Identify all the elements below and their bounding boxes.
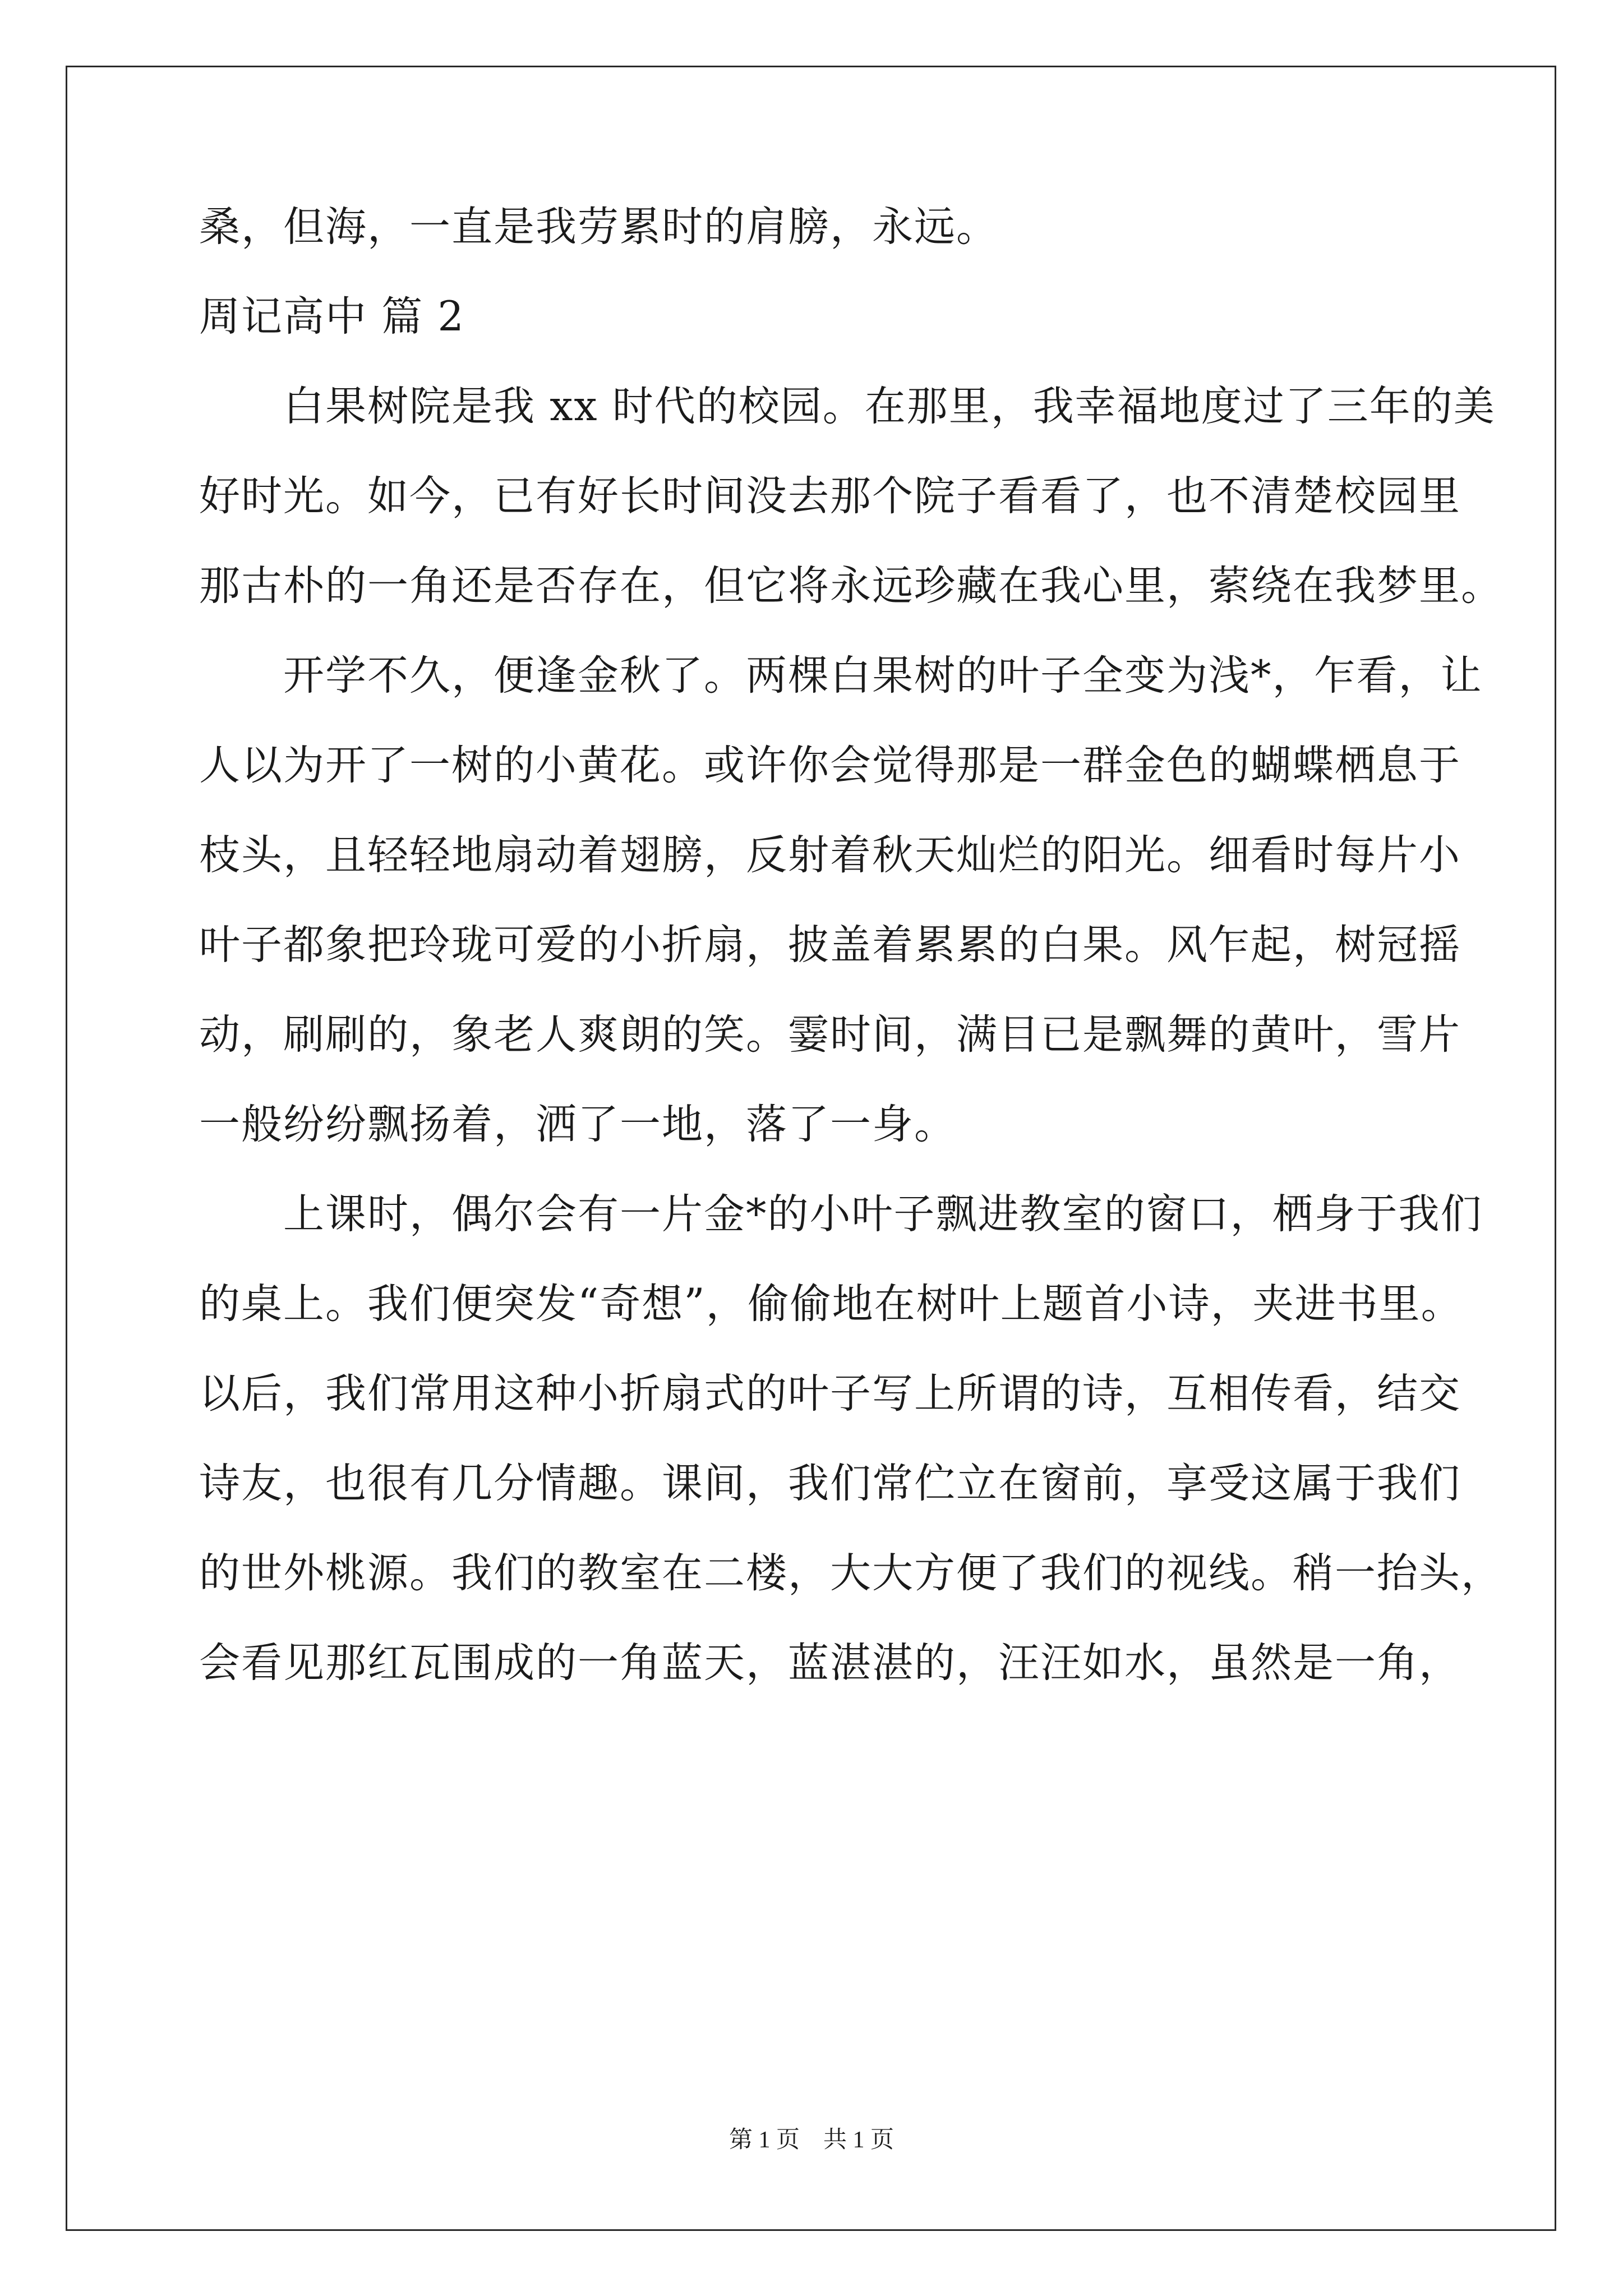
text-line: 白果树院是我 xx 时代的校园。在那里，我幸福地度过了三年的美	[283, 383, 1496, 430]
text-line: 人以为开了一树的小黄花。或许你会觉得那是一群金色的蝴蝶栖息于	[199, 742, 1461, 789]
text-line: 开学不久，便逢金秋了。两棵白果树的叶子全变为浅*，乍看，让	[283, 652, 1483, 700]
text-line: 的桌上。我们便突发“奇想”，偷偷地在树叶上题首小诗，夹进书里。	[199, 1280, 1463, 1328]
text-line: 上课时，偶尔会有一片金*的小叶子飘进教室的窗口，栖身于我们	[283, 1190, 1483, 1238]
text-line: 枝头，且轻轻地扇动着翅膀，反射着秋天灿烂的阳光。细看时每片小	[199, 831, 1461, 879]
text-line: 好时光。如今，已有好长时间没去那个院子看看了，也不清楚校园里	[199, 472, 1461, 520]
section-heading: 周记高中 篇 2	[199, 293, 465, 341]
text-line: 叶子都象把玲珑可爱的小折扇，披盖着累累的白果。风乍起，树冠摇	[199, 921, 1461, 969]
text-line: 会看见那红瓦围成的一角蓝天，蓝湛湛的，汪汪如水，虽然是一角，	[199, 1639, 1461, 1687]
text-line: 动，刷刷的，象老人爽朗的笑。霎时间，满目已是飘舞的黄叶，雪片	[199, 1011, 1461, 1059]
text-line: 那古朴的一角还是否存在，但它将永远珍藏在我心里，萦绕在我梦里。	[199, 562, 1503, 610]
text-line: 一般纷纷飘扬着，洒了一地，落了一身。	[199, 1101, 956, 1148]
text-line: 诗友，也很有几分情趣。课间，我们常伫立在窗前，享受这属于我们	[199, 1460, 1461, 1507]
text-line: 以后，我们常用这种小折扇式的叶子写上所谓的诗，互相传看，结交	[199, 1370, 1461, 1418]
text-line: 的世外桃源。我们的教室在二楼，大大方便了我们的视线。稍一抬头，	[199, 1549, 1503, 1597]
text-line: 桑，但海，一直是我劳累时的肩膀，永远。	[199, 203, 998, 251]
page-footer: 第 1 页 共 1 页	[728, 2127, 894, 2153]
